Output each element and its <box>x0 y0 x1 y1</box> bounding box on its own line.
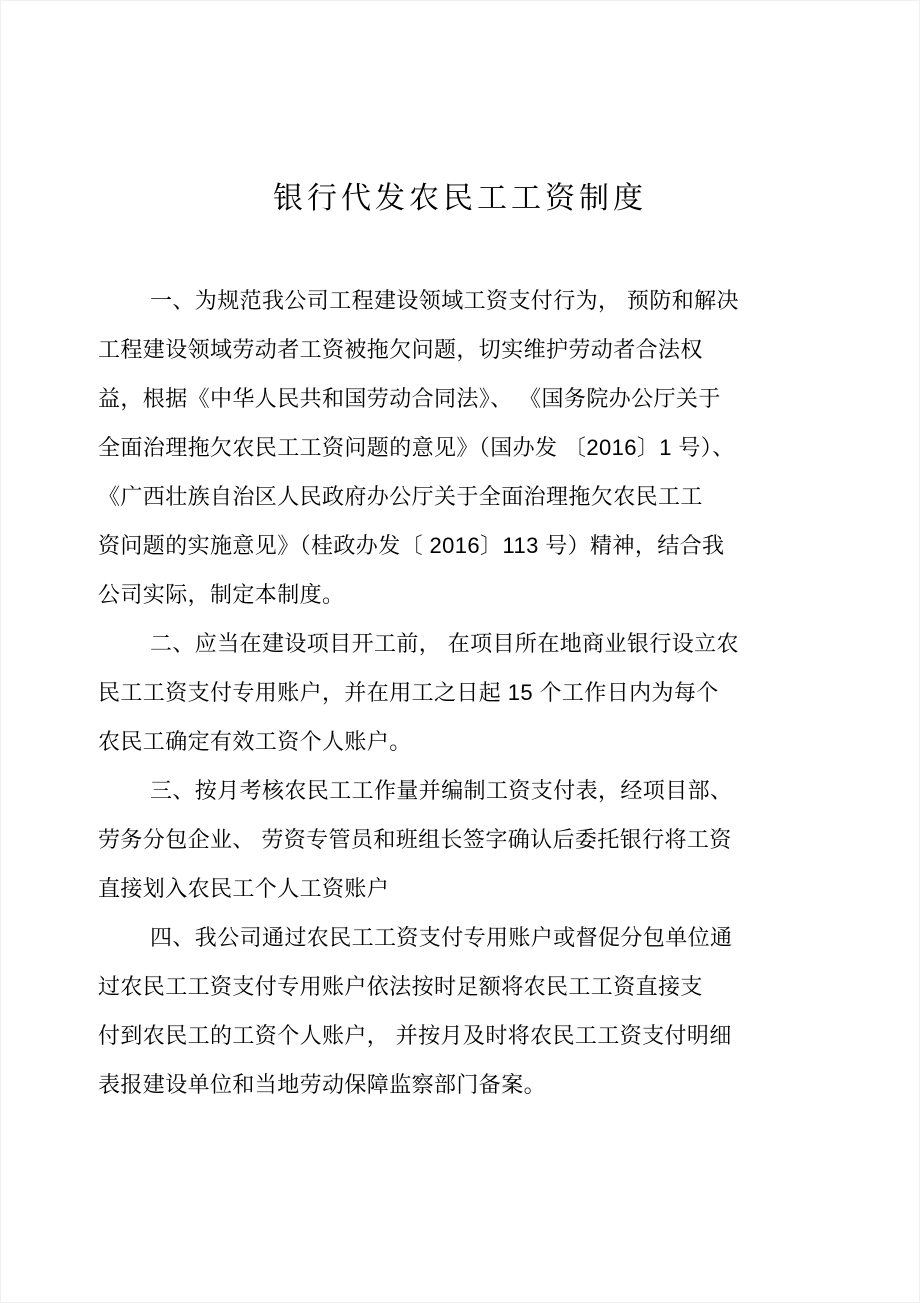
document-line: 公司实际，制定本制度。 <box>98 582 345 607</box>
document-body <box>98 276 739 1109</box>
document-line: 三、按月考核农民工工作量并编制工资支付表，经项目部、 <box>150 778 733 803</box>
document-line: 民工工资支付专用账户，并在用工之日起 15 个工作日内为每个 <box>98 680 719 705</box>
document-line: 《广西壮族自治区人民政府办公厅关于全面治理拖欠农民工工 <box>98 484 703 509</box>
document-line: 工程建设领域劳动者工资被拖欠问题，切实维护劳动者合法权 <box>98 337 703 362</box>
document-line: 表报建设单位和当地劳动保障监察部门备案。 <box>98 1072 547 1097</box>
document-line: 益，根据《中华人民共和国劳动合同法》、 《国务院办公厅关于 <box>98 386 721 411</box>
document-line: 农民工确定有效工资个人账户。 <box>98 729 412 754</box>
document-line: 一、为规范我公司工程建设领域工资支付行为， 预防和解决 <box>150 288 739 313</box>
document-line: 全面治理拖欠农民工工资问题的意见》（国办发 〔2016〕1 号）、 <box>98 435 735 460</box>
document-line: 二、应当在建设项目开工前， 在项目所在地商业银行设立农 <box>150 631 739 656</box>
document-line: 劳务分包企业、 劳资专管员和班组长签字确认后委托银行将工资 <box>98 827 732 852</box>
document-line: 付到农民工的工资个人账户， 并按月及时将农民工工资支付明细 <box>98 1023 732 1048</box>
document-line: 资问题的实施意见》（桂政办发〔 2016〕113 号）精神，结合我 <box>98 533 725 558</box>
document-line: 四、我公司通过农民工工资支付专用账户或督促分包单位通 <box>150 925 733 950</box>
document-title: 银行代发农民工工资制度 <box>273 182 647 215</box>
document-line: 过农民工工资支付专用账户依法按时足额将农民工工资直接支 <box>98 974 703 999</box>
document-line: 直接划入农民工个人工资账户 <box>98 876 390 901</box>
